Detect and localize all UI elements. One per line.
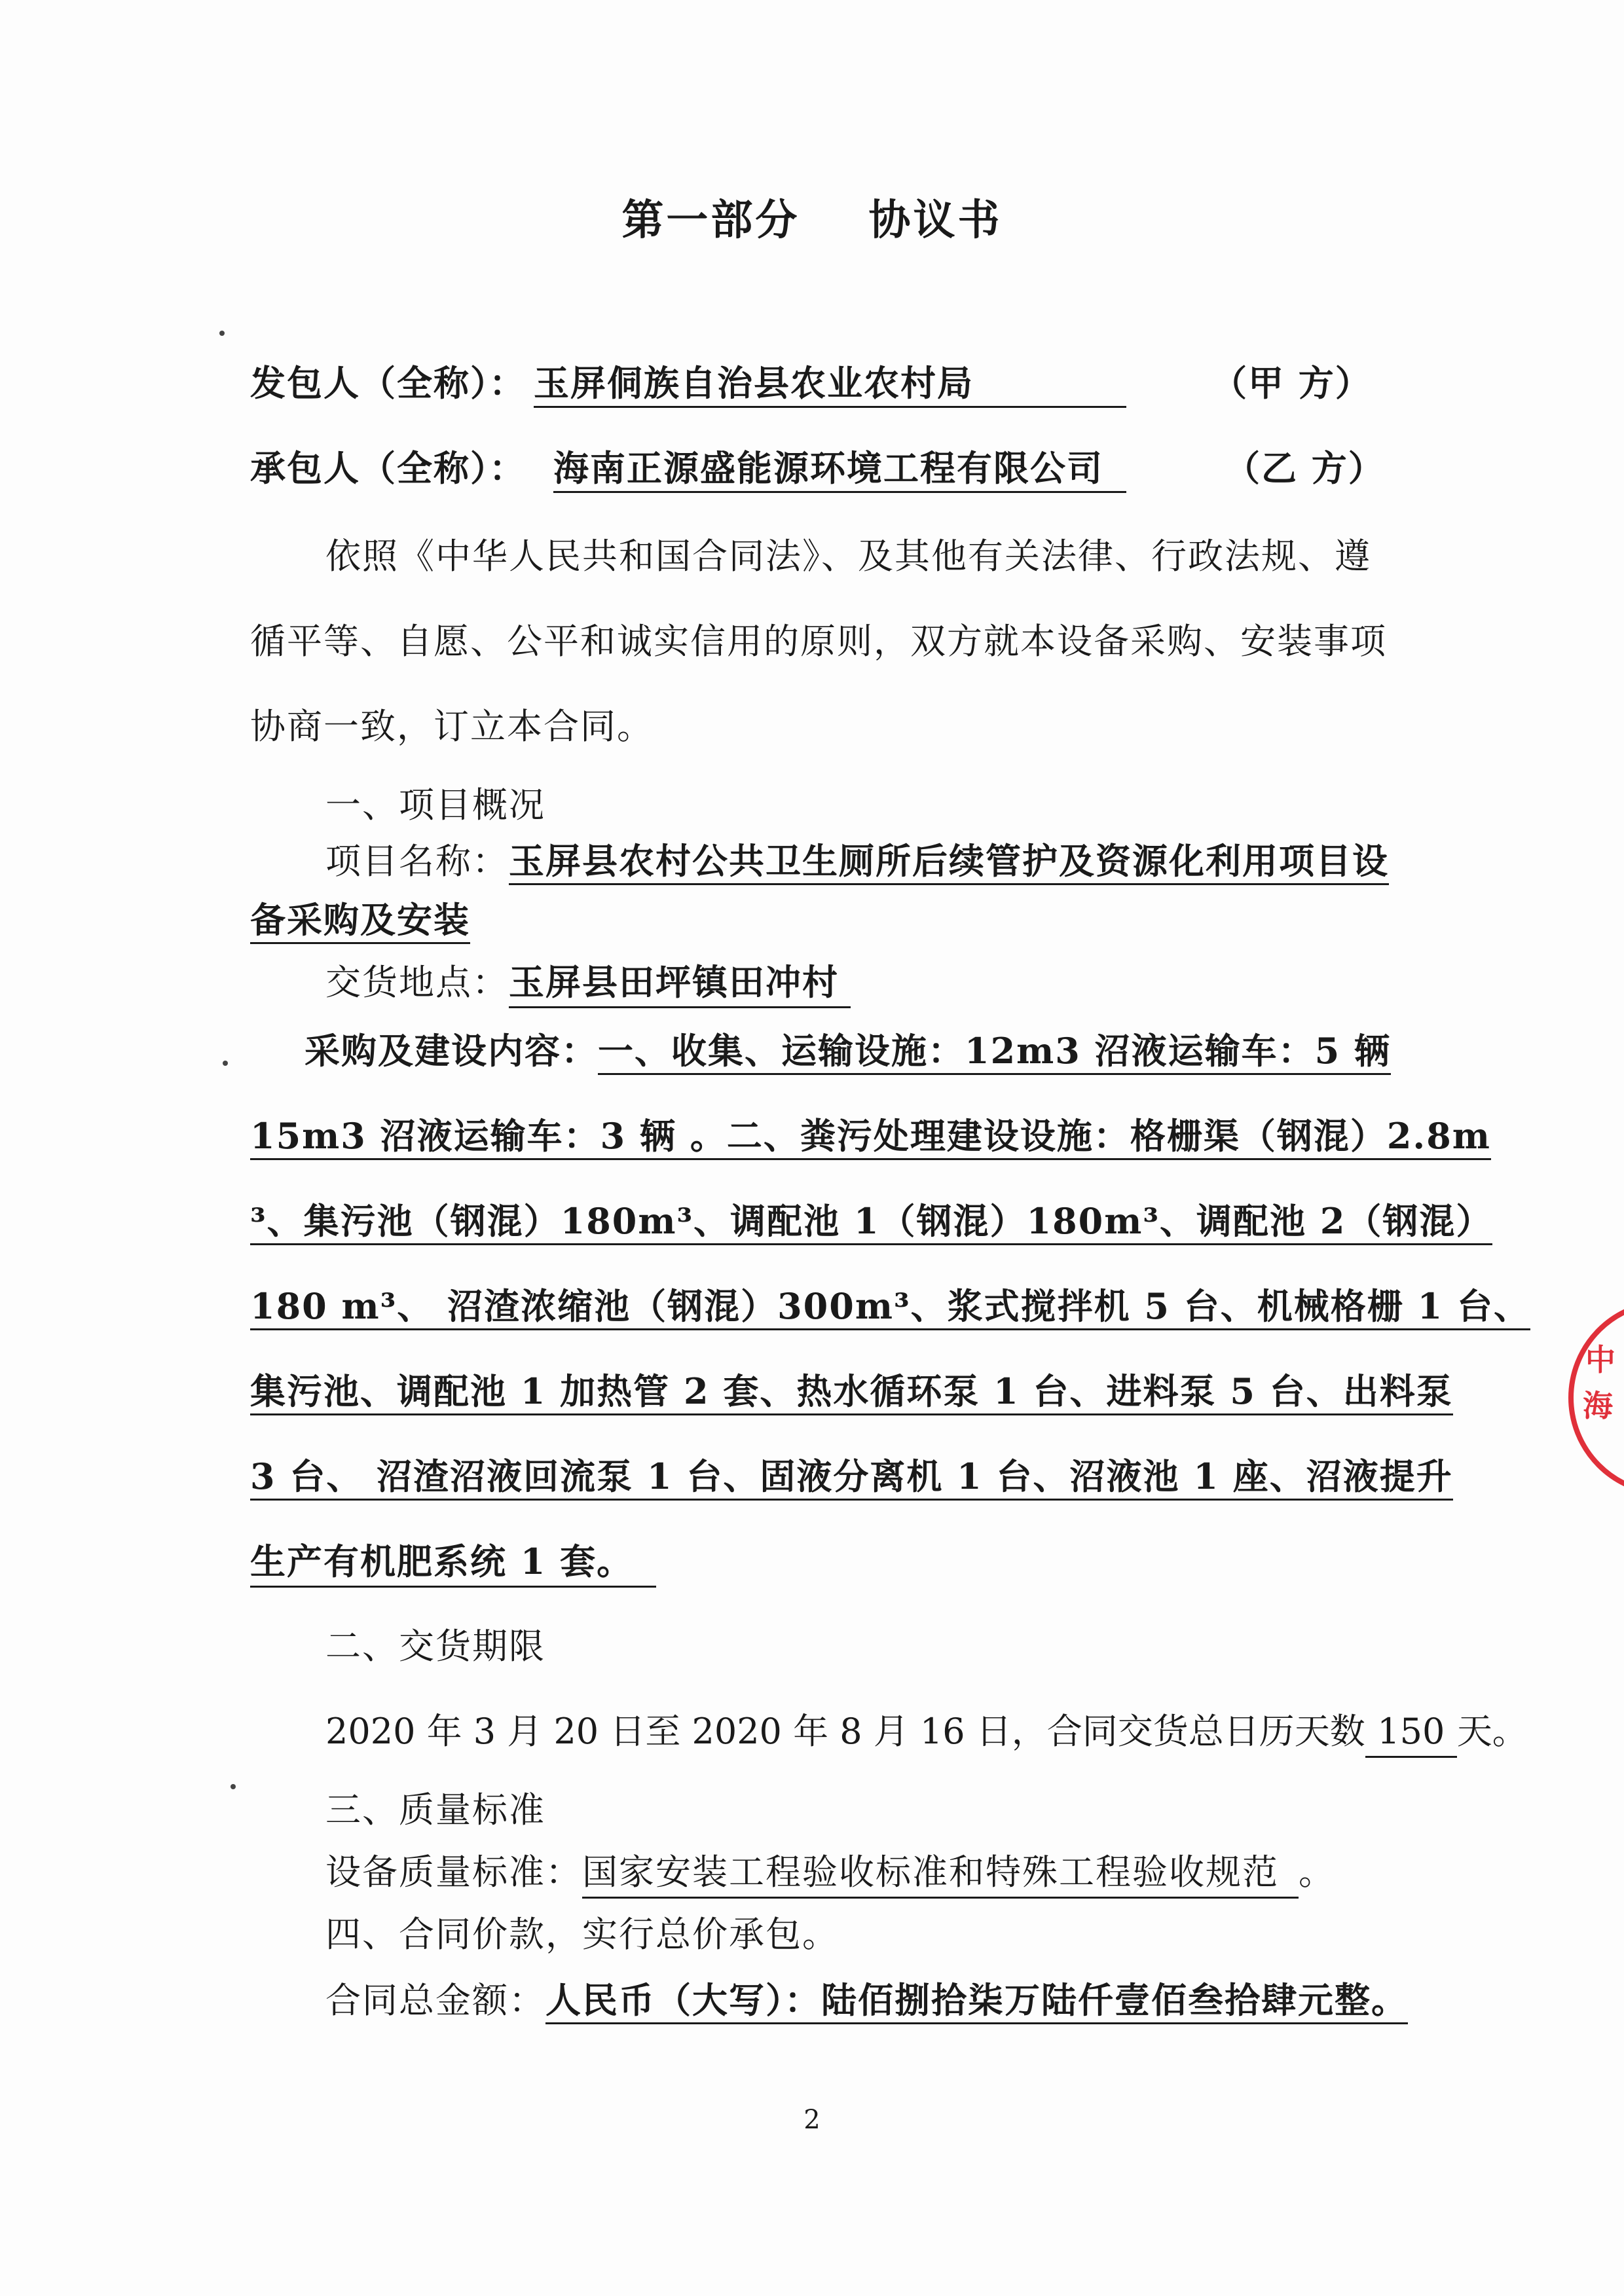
contract-amount-label: 合同总金额： — [325, 1980, 545, 2021]
content-label: 采购及建设内容： — [304, 1030, 598, 1072]
scan-speck — [223, 1061, 228, 1066]
project-name-row-1 — [325, 838, 1389, 884]
delivery-period-end: 天。 — [1456, 1711, 1528, 1752]
party-a-role: （甲 方） — [1211, 362, 1372, 404]
party-b-label: 承包人（全称）： — [250, 447, 526, 489]
delivery-period-row — [325, 1709, 1528, 1758]
delivery-place-label: 交货地点： — [325, 962, 509, 1003]
party-a-label: 发包人（全称）： — [250, 362, 526, 404]
scan-speck — [219, 331, 225, 336]
project-name-value-2: 备采购及安装 — [250, 899, 470, 944]
party-a-name: 玉屏侗族自治县农业农村局 — [534, 360, 1126, 408]
delivery-place-row — [325, 959, 851, 1008]
content-line-7: 生产有机肥系统 1 套。 — [250, 1539, 656, 1588]
contract-amount-value: 人民币（大写）：陆佰捌拾柒万陆仟壹佰叁拾肆元整。 — [545, 1979, 1408, 2024]
content-row-6 — [250, 1453, 1453, 1499]
content-row-5 — [250, 1368, 1453, 1414]
delivery-days-value: 150 — [1365, 1709, 1457, 1758]
contract-amount-row — [325, 1977, 1408, 2024]
section4-heading: 四、合同价款，实行总价承包。 — [325, 1914, 839, 1955]
content-row-7 — [250, 1539, 656, 1588]
scan-speck — [231, 1784, 236, 1789]
section1-heading: 一、项目概况 — [325, 784, 545, 826]
intro-line-2: 循平等、自愿、公平和诚实信用的原则，双方就本设备采购、安装事项 — [250, 621, 1387, 662]
content-row-4 — [250, 1283, 1530, 1329]
content-row-3 — [250, 1198, 1492, 1244]
delivery-period-text: 2020 年 3 月 20 日至 2020 年 8 月 16 日，合同交货总日历天数 — [325, 1711, 1365, 1752]
quality-standard-value: 国家安装工程验收标准和特殊工程验收规范 — [582, 1850, 1299, 1899]
section3-heading: 三、质量标准 — [325, 1789, 545, 1831]
page-title: 第一部分 协议书 — [621, 196, 1003, 245]
party-b-name: 海南正源盛能源环境工程有限公司 — [553, 445, 1126, 493]
project-name-label: 项目名称： — [325, 841, 509, 882]
content-line-5: 集污池、调配池 1 加热管 2 套、热水循环泵 1 台、进料泵 5 台、出料泵 — [250, 1370, 1453, 1415]
content-line-1: 一、收集、运输设施：12m3 沼液运输车：5 辆 — [598, 1030, 1391, 1075]
intro-line-3: 协商一致，订立本合同。 — [250, 706, 654, 747]
quality-standard-end: 。 — [1299, 1851, 1335, 1893]
content-row-2 — [250, 1113, 1491, 1159]
project-name-value-1: 玉屏县农村公共卫生厕所后续管护及资源化利用项目设 — [509, 840, 1389, 885]
content-line-2: 15m3 沼液运输车：3 辆 。二、粪污处理建设设施：格栅渠（钢混）2.8m — [250, 1115, 1491, 1160]
content-line-6: 3 台、 沼渣沼液回流泵 1 台、固液分离机 1 台、沼液池 1 座、沼液提升 — [250, 1455, 1453, 1501]
quality-standard-row — [325, 1850, 1335, 1899]
party-b-role: （乙 方） — [1225, 447, 1385, 489]
page-number: 2 — [803, 2105, 821, 2135]
section2-heading: 二、交货期限 — [325, 1626, 545, 1667]
quality-standard-label: 设备质量标准： — [325, 1851, 582, 1893]
intro-line-1: 依照《中华人民共和国合同法》、及其他有关法律、行政法规、遵 — [325, 536, 1371, 577]
delivery-place-value: 玉屏县田坪镇田冲村 — [509, 959, 851, 1008]
content-line-4: 180 m³、 沼渣浓缩池（钢混）300m³、浆式搅拌机 5 台、机械格栅 1 台、 — [250, 1285, 1530, 1330]
project-name-row-2 — [250, 897, 470, 943]
red-seal-stamp: 中 海 — [1568, 1300, 1624, 1496]
content-line-3: ³、集污池（钢混）180m³、调配池 1（钢混）180m³、调配池 2（钢混） — [250, 1200, 1492, 1245]
content-row-1 — [304, 1028, 1391, 1074]
